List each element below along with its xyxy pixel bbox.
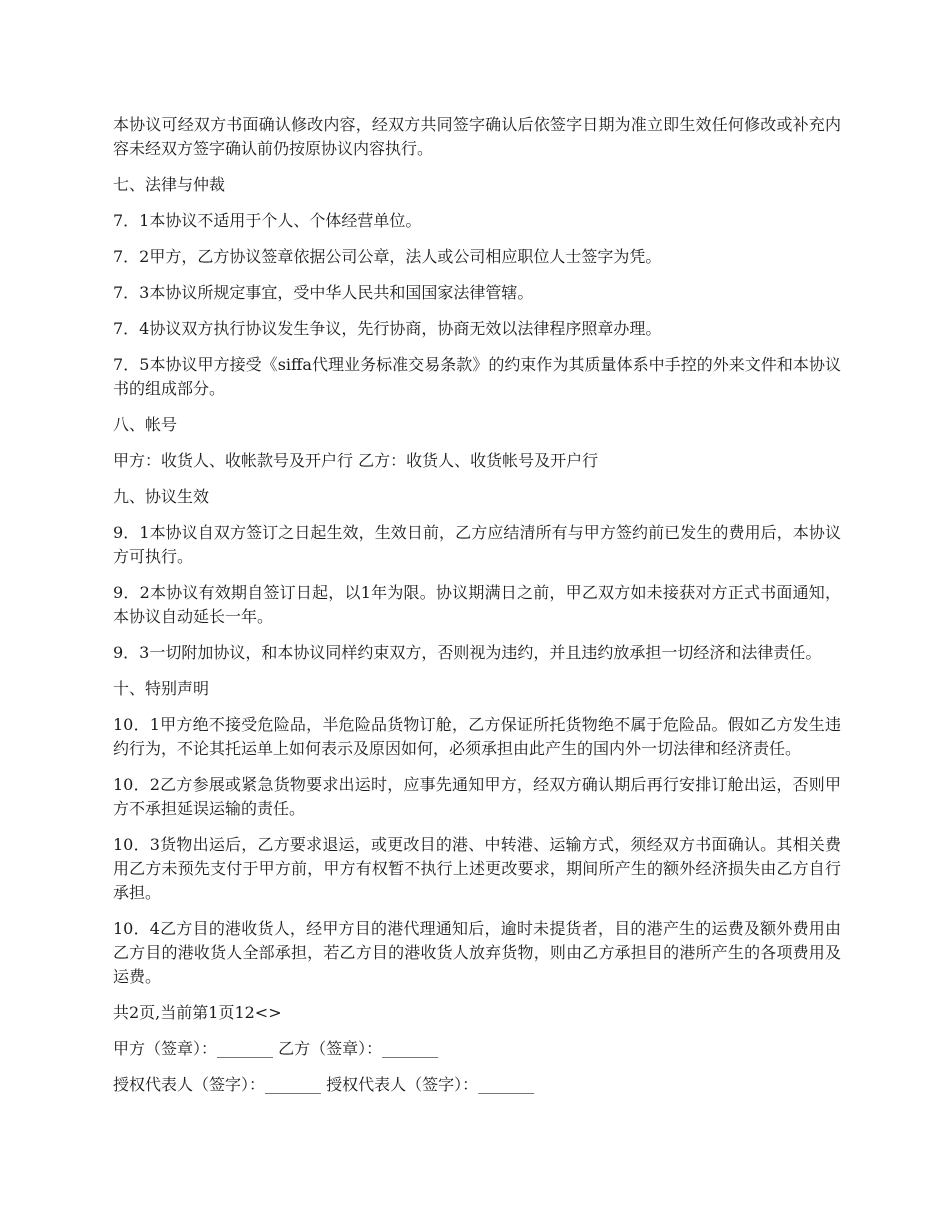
clause-7-2: 7．2甲方，乙方协议签章依据公司公章，法人或公司相应职位人士签字为凭。 [113, 247, 662, 266]
clause-10-2: 10．2乙方参展或紧急货物要求出运时，应事先通知甲方，经双方确认期后再行安排订舱出运，否则甲方不承担延误运输的责任。 [113, 775, 841, 818]
clause-7-5: 7．5本协议甲方接受《siffa代理业务标准交易条款》的约束作为其质量体系中手控的外来文件和本协议书的组成部分。 [113, 355, 841, 398]
paragraph-amendment: 本协议可经双方书面确认修改内容，经双方共同签字确认后依签字日期为准立即生效任何修改或补充内容未经双方签字确认前仍按原协议内容执行。 [113, 115, 841, 158]
account-info: 甲方：收货人、收帐款号及开户行 乙方：收货人、收货帐号及开户行 [113, 451, 599, 470]
section-heading-effectiveness: 九、协议生效 [113, 487, 210, 506]
clause-7-1: 7．1本协议不适用于个人、个体经营单位。 [113, 211, 422, 230]
clause-9-1: 9．1本协议自双方签订之日起生效，生效日前，乙方应结清所有与甲方签约前已发生的费用后，本协议方可执行。 [113, 523, 841, 566]
signature-representative-line: 授权代表人（签字）：_______ 授权代表人（签字）：_______ [113, 1075, 535, 1094]
section-heading-account: 八、帐号 [113, 415, 178, 434]
clause-10-3: 10．3货物出运后，乙方要求退运，或更改目的港、中转港、运输方式，须经双方书面确认。其相关费用乙方未预先支付于甲方前，甲方有权暂不执行上述更改要求，期间所产生的额外经济损失由乙方自行承担。 [113, 835, 841, 902]
section-heading-special-statement: 十、特别声明 [113, 679, 210, 698]
document-page [113, 113, 841, 1109]
section-heading-law-arbitration: 七、法律与仲裁 [113, 175, 226, 194]
clause-10-1: 10．1甲方绝不接受危险品，半危险品货物订舱，乙方保证所托货物绝不属于危险品。假如乙方发生违约行为，不论其托运单上如何表示及原因如何，必须承担由此产生的国内外一切法律和经济责任。 [113, 715, 841, 758]
page-indicator: 共2页,当前第1页12<> [113, 1003, 282, 1022]
clause-9-2: 9．2本协议有效期自签订日起，以1年为限。协议期满日之前，甲乙双方如未接获对方正式书面通知，本协议自动延长一年。 [113, 583, 841, 626]
clause-7-4: 7．4协议双方执行协议发生争议，先行协商，协商无效以法律程序照章办理。 [113, 319, 662, 338]
signature-seal-line: 甲方（签章）：_______ 乙方（签章）：_______ [113, 1039, 439, 1058]
clause-7-3: 7．3本协议所规定事宜，受中华人民共和国国家法律管辖。 [113, 283, 534, 302]
clause-10-4: 10．4乙方目的港收货人，经甲方目的港代理通知后，逾时未提货者，目的港产生的运费及额外费用由乙方目的港收货人全部承担，若乙方目的港收货人放弃货物，则由乙方承担目的港所产生的各项费用及运费。 [113, 919, 841, 986]
clause-9-3: 9．3一切附加协议，和本协议同样约束双方，否则视为违约，并且违约放承担一切经济和法律责任。 [113, 643, 822, 662]
